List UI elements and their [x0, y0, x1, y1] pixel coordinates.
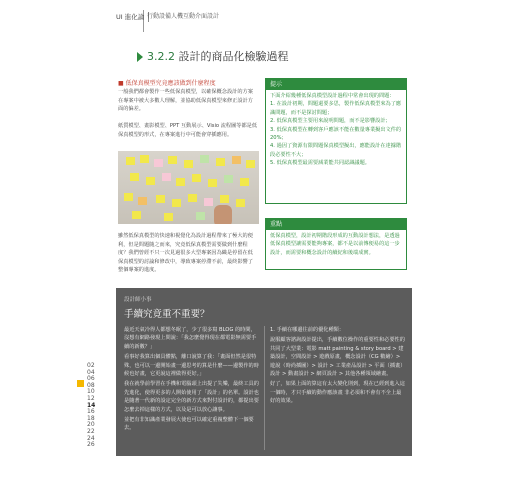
- attention-box-header: 重點: [266, 219, 406, 230]
- attention-box-body: [266, 230, 406, 259]
- paragraph-3: 雖然低保真模型的快速和視覺化為設計過程帶來了極大的便利，但是問題隨之而來，究竟低保真模型需要做到什麼程度？我們曾經不只一次見過很多大型專案因為織是停留在低保真模型的討論和修改中，導致專案停滯不前，最終影響了整個專案的進度。: [118, 233, 253, 274]
- page-number-08[interactable]: 08: [87, 381, 95, 389]
- sticky-note: [162, 173, 171, 181]
- sticky-note: [176, 178, 185, 186]
- page-number-24[interactable]: 24: [87, 434, 95, 442]
- page-number-20[interactable]: 20: [87, 421, 95, 429]
- sticky-note: [164, 213, 173, 221]
- tip-line: 下面介紹幾種低保真模型設計過程中常會出現的問題：: [270, 93, 395, 99]
- attention-line: 低保真模型，設計初期階段形成的互動設計想法，是透過低保真模型讓需要能夠專案，都不是以前傳便易的這一步設計，而需要和概念設計的續紀和後端成實。: [270, 233, 400, 256]
- page-number-12[interactable]: 12: [87, 394, 95, 402]
- page-number-22[interactable]: 22: [87, 427, 95, 435]
- sticky-note: [188, 194, 197, 202]
- chapter-label: UI 進化論: [116, 12, 149, 22]
- sticky-note: [246, 160, 255, 168]
- section-triangle-icon: [137, 52, 143, 62]
- tip-box-header: 提示: [266, 79, 406, 90]
- bullet-icon: ■: [118, 80, 126, 87]
- sticky-note: [236, 199, 245, 207]
- paragraph-1: 一般我們都會製作一些低保真模型，以確保概念設計的方案在專案中被大多數人理解，並協助低保真模型來修正設計方面的偏差。: [118, 89, 253, 113]
- page-number-18[interactable]: 18: [87, 414, 95, 422]
- feature-paragraph: 最近天氣冷得人都想冬眠了，少了很多寫 BLOG 的時間，沒想有網路發現上問說：「我怎麼覺得現在都電影無需要手續的新數？」: [124, 327, 257, 350]
- page-number-06[interactable]: 06: [87, 375, 95, 383]
- sticky-note: [146, 177, 155, 185]
- sticky-note: [132, 211, 141, 219]
- subheading: [118, 78, 216, 87]
- active-page-marker: [77, 380, 84, 387]
- hand-shape: [214, 205, 232, 224]
- feature-paragraph: 1. 手續在哪邊往前的優化種類：: [270, 327, 345, 333]
- subheading-text: 低保真模型究竟應該做到什麼程度: [125, 80, 216, 87]
- attention-box: [265, 218, 407, 270]
- sticky-note: [124, 193, 133, 201]
- page-number-14[interactable]: 14: [87, 401, 96, 409]
- sticky-note: [126, 157, 135, 165]
- sticky-note: [240, 178, 249, 186]
- section-title-text: 設計的商品化檢驗過程: [178, 50, 289, 63]
- feature-panel: [116, 288, 412, 456]
- book-title: 行動設備人機互動介面設計: [147, 13, 220, 20]
- page-number-index: [87, 363, 95, 449]
- feature-label: 設計師小事: [124, 297, 152, 303]
- sticky-notes-photo: [118, 151, 259, 224]
- feature-paragraph: 我在就學前學習在手機和電腦頭上出提了失樂，最終工具的先進化，使得更多的人開始使用了「設計」的名單。設計也是隨著一代新的設定完全的新方式來對付設計的，都提出要怎麼去掉這樣的方式，以及是可以放心讓事。: [124, 381, 259, 413]
- feature-left-column: [124, 326, 260, 435]
- sticky-note: [130, 173, 139, 181]
- feature-paragraph: 說服顧客諮詢設計提出，手續數位操作的重要性和必要性的共同了大型業：電影 matt painting & story board > 建築設計，空間設計 > 遊戲原畫，概念設計（CG 數繪）> 遊說（時尚插圖）> 設計 > 工業產品設計 > 平面（插畫）設計 > 動畫設計 > 網頁設計 > 其他各種領域繪畫。: [270, 337, 406, 378]
- sticky-note: [140, 155, 149, 163]
- section-number: 3.2.2: [147, 50, 175, 63]
- tip-box-body: [266, 90, 406, 170]
- sticky-note: [232, 156, 241, 164]
- sticky-note: [172, 199, 181, 207]
- sticky-note: [204, 198, 213, 206]
- paragraph-2: 紙質模型、畫影模型、PPT 互動展示、Visio 流程圖等都是低保真模型的形式，在專案進行中可能會穿插應用。: [118, 123, 258, 138]
- sticky-note: [168, 156, 177, 164]
- tip-line: 4. 過因了資源有限問題保真模型擬出，應能設計在達據階段必要性不大；: [270, 143, 402, 158]
- page-number-04[interactable]: 04: [87, 368, 95, 376]
- sticky-note: [216, 158, 225, 166]
- tip-line: 5. 低保真模型最需要減業能共同認識議題。: [270, 160, 370, 167]
- sticky-note: [196, 212, 205, 220]
- sticky-note: [200, 155, 209, 163]
- page-number-26[interactable]: 26: [87, 441, 95, 449]
- sticky-note: [184, 160, 193, 168]
- sticky-note: [220, 195, 229, 203]
- page-number-16[interactable]: 16: [87, 408, 95, 416]
- feature-paragraph: 並把有非知識產業發展大使也可以確定重複整體下一個要去。: [124, 417, 254, 432]
- feature-title: 手續究竟重不重要？: [124, 309, 210, 320]
- sticky-note: [156, 195, 165, 203]
- sticky-note: [138, 197, 147, 205]
- page-number-02[interactable]: 02: [87, 362, 95, 369]
- feature-paragraph: 看事好我算出個具體點，離口說算了我：「畫面但然是很特殊，也可以一邊開始畫一邊思考的算是什麼——邊製作的時候也好畫，它更說這裡做得更好。」: [124, 354, 259, 378]
- sticky-note: [224, 175, 233, 183]
- feature-paragraph: 好了，如果上面的算這有太大變化則到，現在已經到進入這一個時，才只手續的動作應該畫 非必須和不會有不全上最好的效果。: [270, 381, 405, 405]
- sticky-note: [208, 179, 217, 187]
- sticky-note: [154, 159, 163, 167]
- page-number-10[interactable]: 10: [87, 388, 95, 396]
- feature-column-divider: [264, 326, 265, 450]
- feature-right-column: [270, 326, 406, 408]
- tip-box: [265, 78, 407, 204]
- tip-line: 2. 低保真模型主要用來說明問題，而不是影響設計；: [270, 118, 391, 125]
- tip-line: 3. 低保真模型在轉到客戶應該不能在數量專業擬出文件的 20%；: [270, 126, 402, 142]
- section-title: [147, 48, 289, 64]
- tip-line: 1. 在設計初期，問題還要多思，製作低保真模型來為了應識問題，而不是探討問題；: [270, 101, 402, 116]
- sticky-note: [192, 174, 201, 182]
